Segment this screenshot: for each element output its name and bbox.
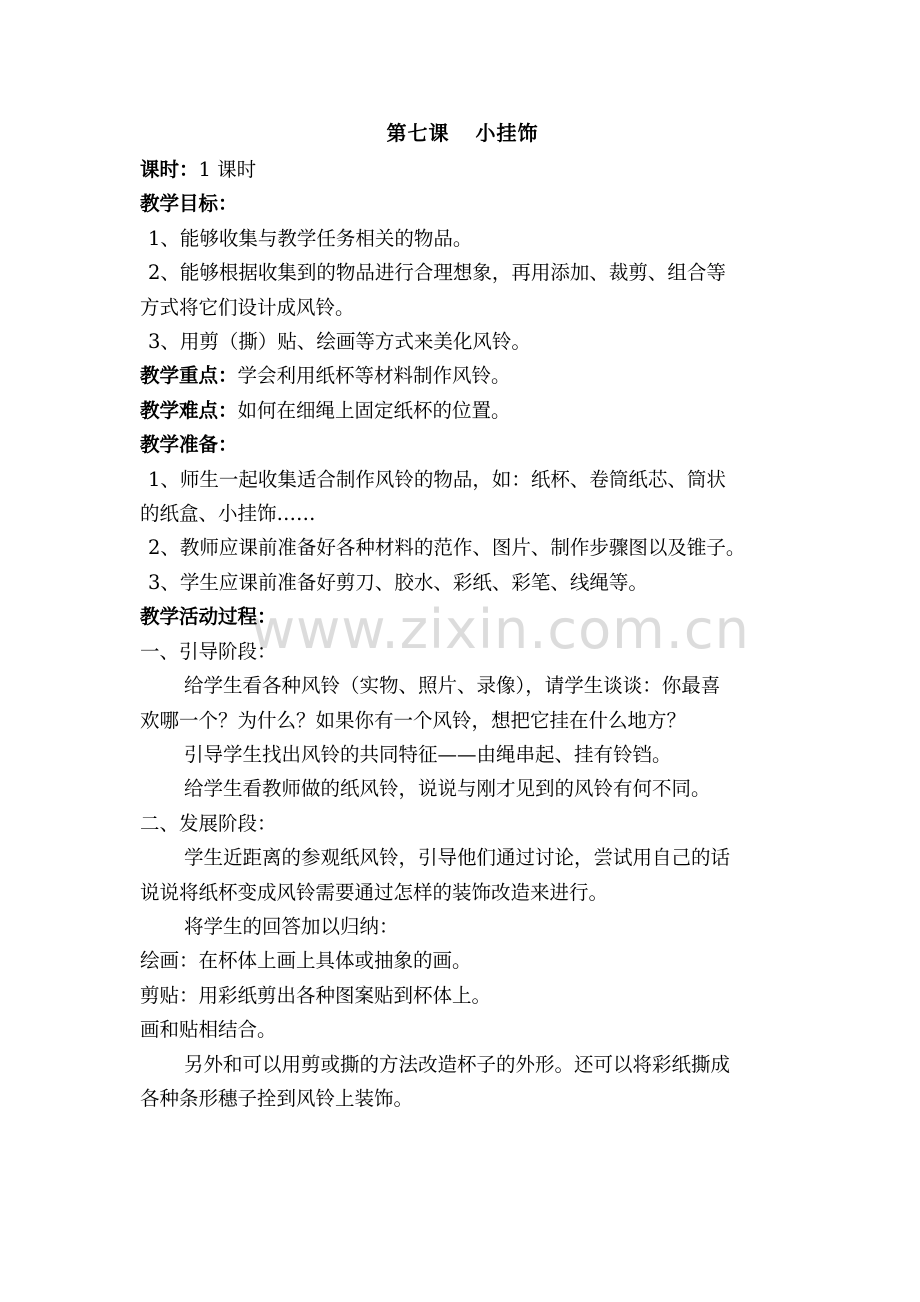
- difficulty-label: 教学难点：: [140, 398, 238, 422]
- prep-item-1-line-1: 1、师生一起收集适合制作风铃的物品，如：纸杯、卷筒纸芯、筒状: [148, 467, 726, 491]
- stage-2-para-3-line-2: 各种条形穗子拴到风铃上装饰。: [140, 1086, 414, 1110]
- stage-1-para-2: 引导学生找出风铃的共同特征——由绳串起、挂有铃铛。: [184, 742, 672, 766]
- focus-label: 教学重点：: [140, 364, 238, 388]
- stage-1-para-1-line-1: 给学生看各种风铃（实物、照片、录像），请学生谈谈：你最喜: [184, 674, 721, 698]
- goal-item-1: 1、能够收集与教学任务相关的物品。: [148, 226, 473, 250]
- lesson-name: 小挂饰: [475, 121, 539, 145]
- lesson-title: [140, 117, 785, 149]
- stage-2-para-1-line-2: 说说将纸杯变成风铃需要通过怎样的装饰改造来进行。: [140, 880, 609, 904]
- goal-item-2-line-1: 2、能够根据收集到的物品进行合理想象，再用添加、裁剪、组合等: [148, 261, 726, 285]
- method-cut-paste: 剪贴：用彩纸剪出各种图案贴到杯体上。: [140, 983, 492, 1007]
- prep-heading: 教学准备：: [140, 433, 238, 457]
- focus-row: [140, 359, 785, 393]
- goal-item-2-line-2: 方式将它们设计成风铃。: [140, 295, 355, 319]
- stage-1-heading: 一、引导阶段：: [140, 639, 277, 663]
- stage-2-para-1-line-1: 学生近距离的参观纸风铃，引导他们通过讨论，尝试用自己的话: [184, 846, 731, 870]
- prep-item-1-line-2: 的纸盒、小挂饰……: [140, 502, 316, 526]
- stage-2-para-2: 将学生的回答加以归纳：: [184, 914, 399, 938]
- prep-item-2: 2、教师应课前准备好各种材料的范作、图片、制作步骤图以及锥子。: [148, 536, 746, 560]
- focus-value: 学会利用纸杯等材料制作风铃。: [237, 364, 511, 388]
- goal-item-3: 3、用剪（撕）贴、绘画等方式来美化风铃。: [148, 330, 531, 354]
- document-page: [140, 117, 785, 1116]
- difficulty-row: [140, 394, 785, 428]
- stage-2-heading: 二、发展阶段：: [140, 811, 277, 835]
- lesson-number: 第七课: [386, 121, 450, 145]
- method-combined: 画和贴相结合。: [140, 1018, 277, 1042]
- goals-heading: 教学目标：: [140, 192, 238, 216]
- prep-item-3: 3、学生应课前准备好剪刀、胶水、彩纸、彩笔、线绳等。: [148, 570, 648, 594]
- hours-label: 课时：: [140, 158, 199, 181]
- hours-value: 1 课时: [198, 158, 257, 181]
- watermark: www.zixin.com.cn: [251, 598, 750, 661]
- method-drawing: 绘画：在杯体上画上具体或抽象的画。: [140, 949, 472, 973]
- process-heading: 教学活动过程：: [140, 605, 277, 629]
- stage-1-para-1-line-2: 欢哪一个？为什么？如果你有一个风铃，想把它挂在什么地方？: [140, 708, 687, 732]
- hours-row: [140, 153, 785, 187]
- difficulty-value: 如何在细绳上固定纸杯的位置。: [237, 398, 511, 422]
- stage-1-para-3: 给学生看教师做的纸风铃，说说与刚才见到的风铃有何不同。: [184, 777, 711, 801]
- stage-2-para-3-line-1: 另外和可以用剪或撕的方法改造杯子的外形。还可以将彩纸撕成: [184, 1052, 731, 1076]
